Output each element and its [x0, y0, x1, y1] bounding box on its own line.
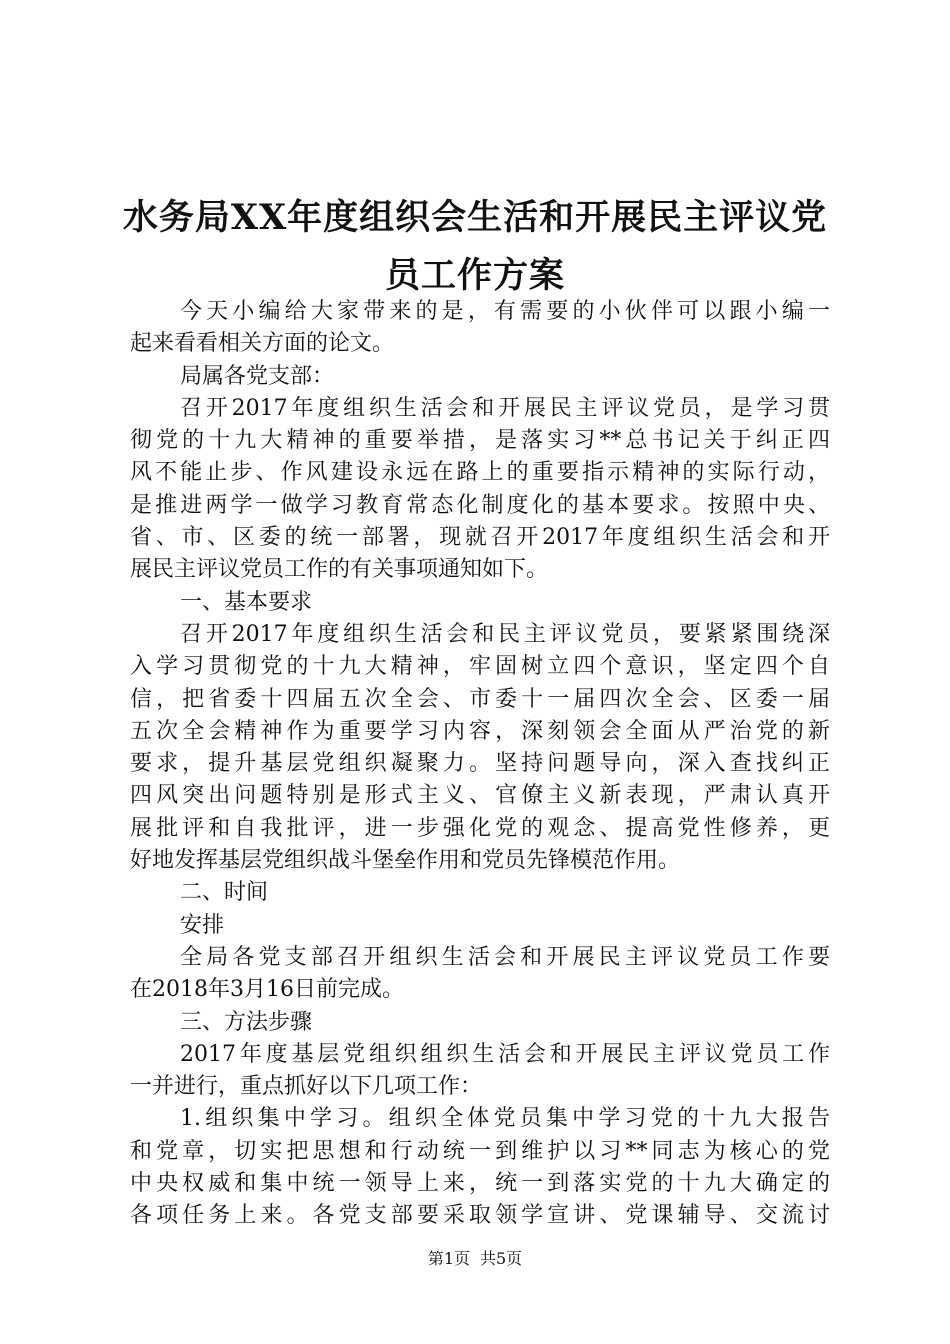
text-line: 召开2017年度组织生活会和民主评议党员，要紧紧围绕深: [180, 621, 830, 647]
text-line: 在2018年3月16日前完成。: [130, 977, 404, 1003]
text-line: 各项任务上来。各党支部要采取领学宣讲、党课辅导、交流讨: [130, 1203, 830, 1229]
text-line: 1.组织集中学习。组织全体党员集中学习党的十九大报告: [180, 1106, 830, 1132]
text-line: 是推进两学一做学习教育常态化制度化的基本要求。按照中央、: [130, 492, 830, 518]
text-line: 局属各党支部：: [180, 363, 335, 389]
text-line: 五次全会精神作为重要学习内容，深刻领会全面从严治党的新: [130, 718, 830, 744]
text-line: 入学习贯彻党的十九大精神，牢固树立四个意识，坚定四个自: [130, 654, 830, 680]
text-line: 要求，提升基层党组织凝聚力。坚持问题导向，深入查找纠正: [130, 751, 830, 777]
page-footer: [0, 1246, 950, 1269]
document-body: [130, 296, 830, 1233]
text-line: 二、时间: [180, 880, 269, 906]
text-line: 今天小编给大家带来的是，有需要的小伙伴可以跟小编一: [180, 299, 830, 324]
text-line: 展批评和自我批评，进一步强化党的观念、提高党性修养，更: [130, 815, 830, 841]
text-line: 彻党的十九大精神的重要举措，是落实习**总书记关于纠正四: [130, 428, 830, 454]
text-line: 召开2017年度组织生活会和开展民主评议党员，是学习贯: [180, 395, 830, 421]
document-title-line1: 水务局XX年度组织会生活和开展民主评议党: [122, 197, 828, 238]
text-line: 省、市、区委的统一部署，现就召开2017年度组织生活会和开: [130, 525, 830, 551]
text-line: 风不能止步、作风建设永远在路上的重要指示精神的实际行动，: [130, 460, 830, 486]
text-line: 全局各党支部召开组织生活会和开展民主评议党员工作要: [180, 944, 830, 970]
text-line: 三、方法步骤: [180, 1009, 313, 1035]
text-line: 四风突出问题特别是形式主义、官僚主义新表现，严肃认真开: [130, 783, 830, 809]
document-title-line2: 员工作方案: [384, 255, 565, 296]
text-line: 信，把省委十四届五次全会、市委十一届四次全会、区委一届: [130, 686, 830, 712]
text-line: 和党章，切实把思想和行动统一到维护以习**同志为核心的党: [130, 1138, 830, 1164]
page-number-total: 共5页: [480, 1249, 523, 1268]
text-line: 展民主评议党员工作的有关事项通知如下。: [130, 557, 549, 583]
text-line: 一、基本要求: [180, 589, 313, 615]
text-line: 起来看看相关方面的论文。: [130, 331, 395, 357]
text-line: 中央权威和集中统一领导上来，统一到落实党的十九大确定的: [130, 1171, 830, 1197]
text-line: 2017年度基层党组织组织生活会和开展民主评议党员工作: [180, 1041, 830, 1067]
text-line: 好地发挥基层党组织战斗堡垒作用和党员先锋模范作用。: [130, 848, 681, 874]
text-line: 一并进行，重点抓好以下几项工作：: [130, 1074, 483, 1100]
page-number-current: 第1页: [427, 1249, 470, 1268]
text-line: 安排: [180, 912, 225, 938]
